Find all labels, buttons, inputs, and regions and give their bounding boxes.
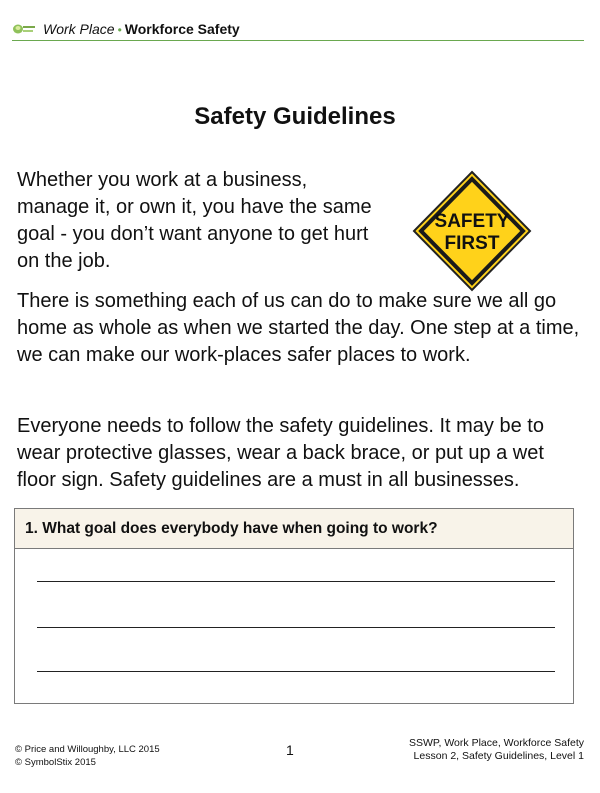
publisher-logo-icon — [12, 22, 36, 36]
footer-lesson: Lesson 2, Safety Guidelines, Level 1 — [413, 750, 584, 762]
question-text: 1. What goal does everybody have when going to work? — [15, 509, 573, 549]
page-header — [12, 19, 240, 39]
header-divider — [12, 40, 584, 41]
paragraph-2: There is something each of us can do to make sure we all go home as whole as when we started the day. One step at a time, we can make our work-places safer places to work. — [17, 290, 580, 366]
footer-series: SSWP, Work Place, Workforce Safety — [408, 737, 584, 749]
answer-line-2[interactable] — [37, 627, 555, 628]
page-number: 1 — [286, 742, 294, 758]
answer-line-1[interactable] — [37, 581, 555, 582]
sign-line-2: FIRST — [444, 233, 500, 254]
header-title: Workforce Safety — [124, 21, 240, 37]
copyright-line-1: © Price and Willoughby, LLC 2015 — [15, 744, 160, 755]
header-section: Work Place — [43, 21, 115, 37]
copyright-line-2: © SymbolStix 2015 — [15, 757, 96, 768]
question-box — [14, 508, 574, 704]
page-title: Safety Guidelines — [194, 103, 396, 130]
answer-line-3[interactable] — [37, 671, 555, 672]
paragraph-1: Whether you work at a business, manage it, or own it, you have the same goal - you don’t want anyone to get hurt on the job. — [17, 169, 372, 272]
footer-copyright — [15, 743, 160, 769]
paragraph-3: Everyone needs to follow the safety guidelines. It may be to wear protective glasses, wear a back brace, or put up a wet floor sign. Safety guidelines are a must in all businesses. — [17, 415, 544, 491]
header-separator: • — [117, 23, 122, 37]
footer-lesson-info — [409, 737, 584, 763]
sign-line-1: SAFETY — [434, 211, 510, 232]
safety-first-sign-icon — [412, 170, 532, 292]
